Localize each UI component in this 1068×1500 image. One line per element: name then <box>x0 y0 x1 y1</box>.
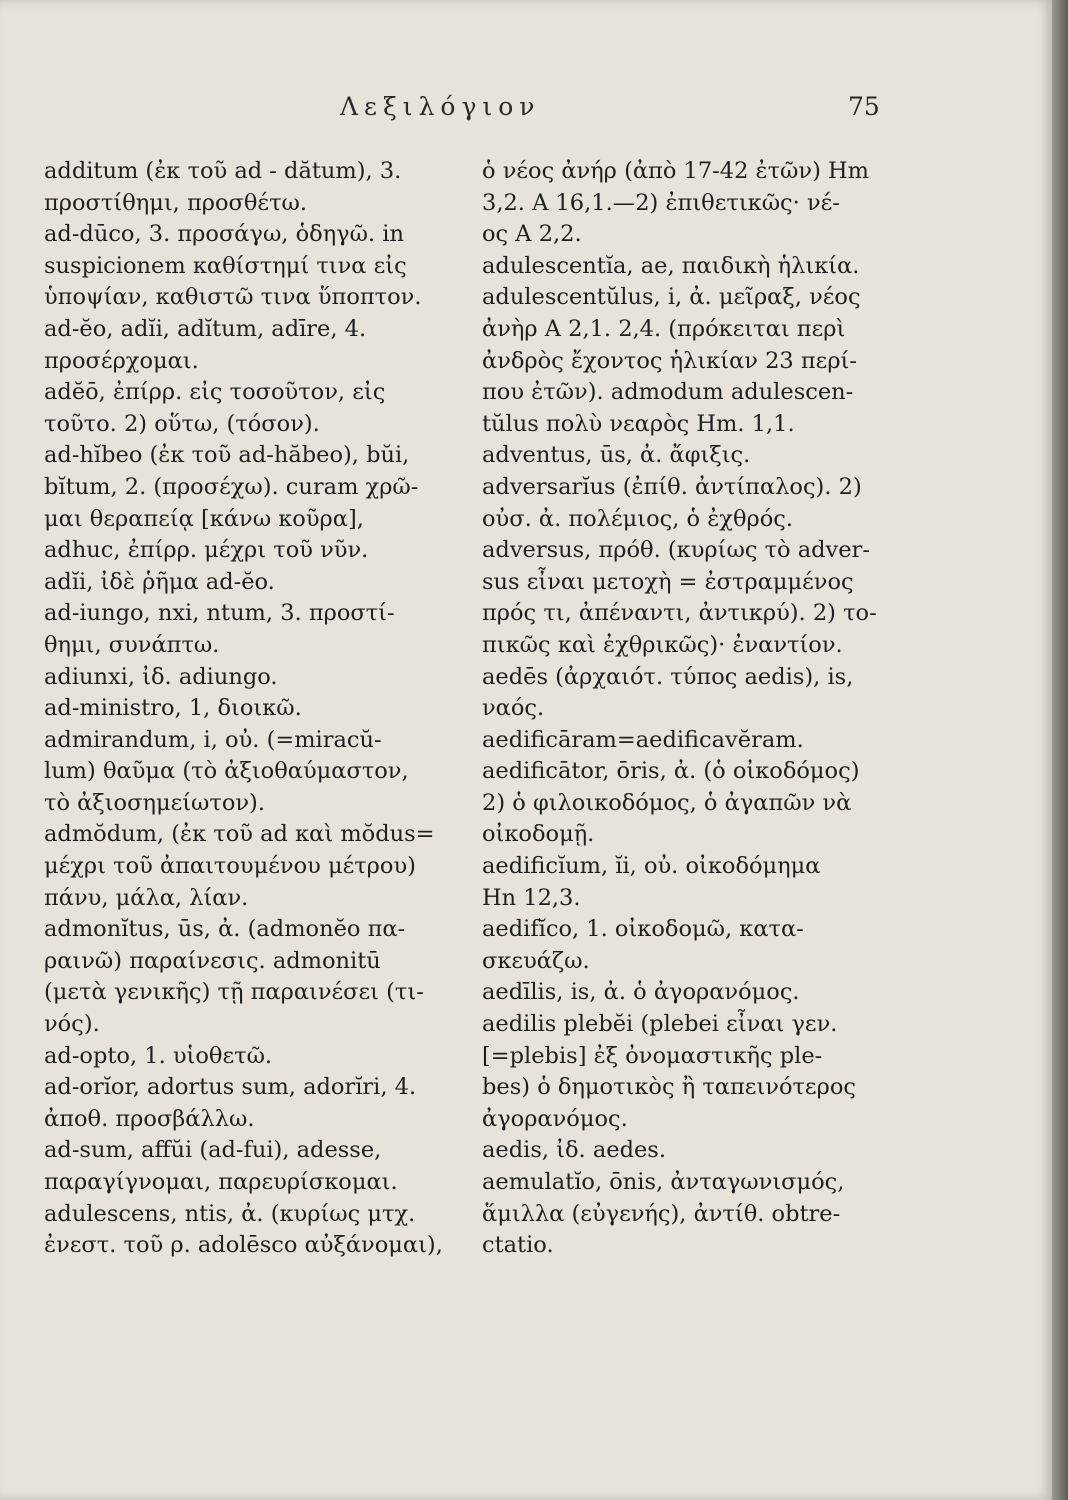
text-line: tŭlus πολὺ νεαρὸς Hm. 1,1. <box>482 410 795 437</box>
text-line: ὑποψίαν, καθιστῶ τινα ὕποπτον. <box>44 284 422 311</box>
left-column <box>44 156 464 1262</box>
text-line: που ἐτῶν). admodum adulescen- <box>482 379 854 406</box>
text-line: νός). <box>44 1011 100 1038</box>
text-line: ραινῶ) παραίνεσις. admonitū <box>44 947 381 974</box>
text-line: ἀνὴρ A 2,1. 2,4. (πρόκειται περὶ <box>482 315 846 342</box>
text-line: πάνυ, μάλα, λίαν. <box>44 884 249 911</box>
text-line: ος A 2,2. <box>482 221 582 248</box>
text-line: τοῦτο. 2) οὕτω, (τόσον). <box>44 410 320 437</box>
text-line: ad-ĕo, adĭi, adĭtum, adīre, 4. <box>44 315 367 342</box>
text-line: ad-hĭbeo (ἐκ τοῦ ad-hăbeo), bŭi, <box>44 442 410 469</box>
text-line: παραγίγνομαι, παρευρίσκομαι. <box>44 1169 398 1195</box>
text-line: aedilis plebĕi (plebei εἶναι γεν. <box>482 1011 838 1038</box>
text-line: ctatio. <box>482 1232 554 1259</box>
text-line: ad-ministro, 1, διοικῶ. <box>44 695 302 722</box>
text-line: aedificāram=aedificavĕram. <box>482 726 804 753</box>
text-line: 2) ὁ φιλοικοδόμος, ὁ ἀγαπῶν νὰ <box>482 789 852 816</box>
text-line: μέχρι τοῦ ἀπαιτουμένου μέτρου) <box>44 853 416 880</box>
text-line: ad-iungo, nxi, ntum, 3. προστί- <box>44 600 395 627</box>
text-line: ναός. <box>482 695 545 722</box>
text-line: 3,2. A 16,1.—2) ἐπιθετικῶς· νέ- <box>482 189 840 216</box>
text-line: adĭi, ἰδὲ ῥῆμα ad-ĕo. <box>44 568 275 595</box>
right-column <box>482 156 902 1262</box>
text-line: additum (ἐκ τοῦ ad - dătum), 3. <box>44 158 402 184</box>
text-line: ἐνεστ. τοῦ ρ. adolēsco αὐξάνομαι), <box>44 1232 443 1259</box>
text-line: ἀνδρὸς ἔχοντος ἡλικίαν 23 περί- <box>482 347 857 374</box>
text-line: adiunxi, ἰδ. adiungo. <box>44 663 278 690</box>
text-line: bes) ὁ δημοτικὸς ἢ ταπεινότερος <box>482 1074 856 1101</box>
page-number: 75 <box>848 92 880 121</box>
text-line: ἀγορανόμος. <box>482 1105 628 1132</box>
text-line: aedifĭco, 1. οἰκοδομῶ, κατα- <box>482 916 804 943</box>
text-line: adventus, ūs, ἀ. ἄφιξις. <box>482 442 751 469</box>
text-line: σκευάζω. <box>482 947 590 974</box>
text-line: adhuc, ἐπίρρ. μέχρι τοῦ νῦν. <box>44 537 369 564</box>
text-line: ἀποθ. προσβάλλω. <box>44 1105 255 1132</box>
text-line: aemulatĭo, ōnis, ἀνταγωνισμός, <box>482 1169 845 1195</box>
text-line: admonĭtus, ūs, ἀ. (admonĕo πα- <box>44 916 406 943</box>
text-line: adversus, πρόθ. (κυρίως τὸ adver- <box>482 537 870 564</box>
text-line: admirandum, i, οὐ. (=miracŭ- <box>44 726 382 753</box>
text-line: ad-orĭor, adortus sum, adorĭri, 4. <box>44 1074 417 1101</box>
page-edge <box>1052 0 1068 1500</box>
text-line: bĭtum, 2. (προσέχω). curam χρῶ- <box>44 473 419 500</box>
text-line: admŏdum, (ἐκ τοῦ ad καὶ mŏdus= <box>44 821 435 848</box>
text-line: adulescentŭlus, i, ἀ. μεῖραξ, νέος <box>482 284 861 311</box>
text-line: Hn 12,3. <box>482 884 581 911</box>
text-line: μαι θεραπείᾳ [κάνω κοῦρα], <box>44 505 364 532</box>
text-line: προστίθημι, προσθέτω. <box>44 189 308 216</box>
text-line: aedificātor, ōris, ἀ. (ὁ οἰκοδόμος) <box>482 758 860 785</box>
text-line: lum) θαῦμα (τὸ ἀξιοθαύμαστον, <box>44 758 409 785</box>
text-line: ad-opto, 1. υἱοθετῶ. <box>44 1042 273 1069</box>
text-line: πικῶς καὶ ἐχθρικῶς)· ἐναντίον. <box>482 631 843 658</box>
text-line: adversarĭus (ἐπίθ. ἀντίπαλος). 2) <box>482 473 862 500</box>
text-line: aedēs (ἀρχαιότ. τύπος aedis), is, <box>482 663 854 690</box>
text-line: [=plebis] ἐξ ὀνομαστικῆς ple- <box>482 1042 823 1069</box>
text-line: (μετὰ γενικῆς) τῇ παραινέσει (τι- <box>44 979 424 1006</box>
text-line: οὐσ. ἀ. πολέμιος, ὁ ἐχθρός. <box>482 505 794 532</box>
text-line: aedificĭum, ĭi, οὐ. οἰκοδόμημα <box>482 853 821 880</box>
text-line: προσέρχομαι. <box>44 347 199 374</box>
text-line: aedīlis, is, ἀ. ὁ ἀγορανόμος. <box>482 979 800 1006</box>
text-line: adulescens, ntis, ἀ. (κυρίως μτχ. <box>44 1200 416 1227</box>
text-line: adĕō, ἐπίρρ. εἰς τοσοῦτον, εἰς <box>44 379 386 406</box>
text-line: suspicionem καθίστημί τινα εἰς <box>44 252 407 279</box>
text-line: πρός τι, ἀπέναντι, ἀντικρύ). 2) το- <box>482 600 877 627</box>
running-title: Λεξιλόγιον <box>340 92 541 121</box>
text-line: ἅμιλλα (εὐγενής), ἀντίθ. obtre- <box>482 1200 841 1227</box>
text-line: sus εἶναι μετοχὴ = ἐστραμμένος <box>482 568 854 595</box>
text-line: τὸ ἀξιοσημείωτον). <box>44 789 265 816</box>
text-line: ad-sum, affŭi (ad-fui), adesse, <box>44 1137 382 1164</box>
text-line: οἰκοδομῇ. <box>482 821 595 848</box>
text-line: adulescentĭa, ae, παιδικὴ ἡλικία. <box>482 252 860 279</box>
text-line: aedis, ἰδ. aedes. <box>482 1137 666 1164</box>
text-line: ὁ νέος ἀνήρ (ἀπὸ 17-42 ἐτῶν) Hm <box>482 158 869 184</box>
text-line: ad-dūco, 3. προσάγω, ὁδηγῶ. in <box>44 221 404 248</box>
text-line: θημι, συνάπτω. <box>44 631 220 658</box>
